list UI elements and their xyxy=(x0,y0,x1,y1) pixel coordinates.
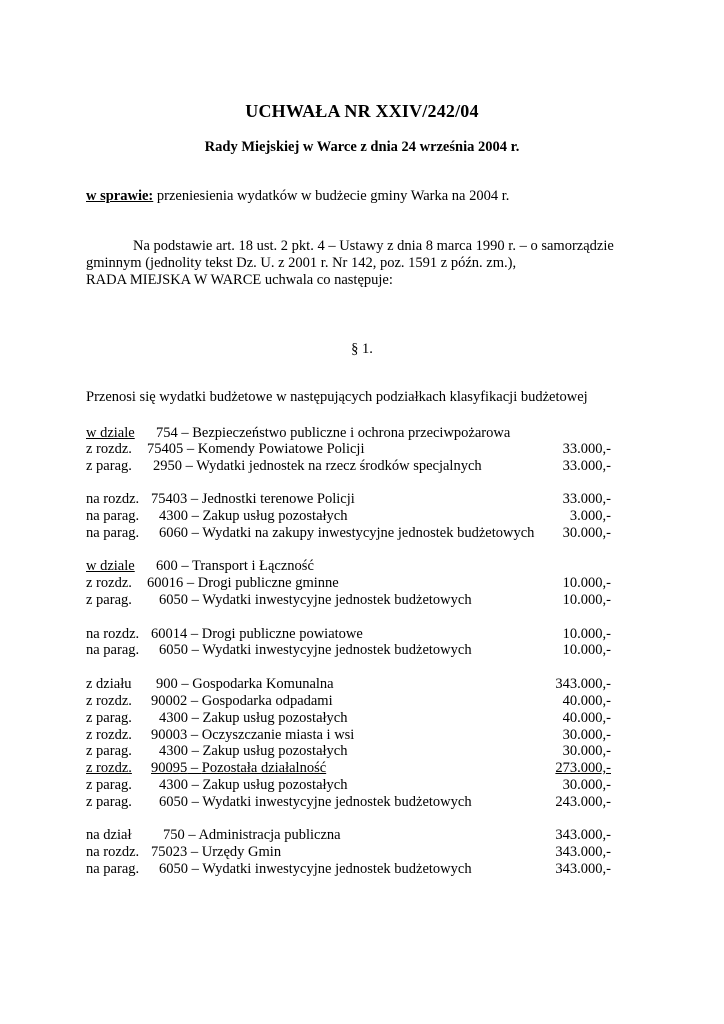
row-code-desc: 60016 – Drogi publiczne gminne xyxy=(147,575,339,591)
row-amount: 343.000,- xyxy=(555,844,611,860)
row-amount: 30.000,- xyxy=(562,777,611,793)
row-prefix: na parag. xyxy=(86,642,140,658)
row-amount: 30.000,- xyxy=(562,743,611,759)
budget-row xyxy=(86,458,611,475)
budget-row xyxy=(86,626,611,643)
budget-row xyxy=(86,727,611,744)
row-amount: 33.000,- xyxy=(562,441,611,457)
legal-basis-line-3: RADA MIEJSKA W WARCE uchwala co następuje: xyxy=(86,272,393,288)
row-code-desc: 750 – Administracja publiczna xyxy=(163,827,341,843)
section-mark: § 1. xyxy=(351,341,373,357)
budget-row xyxy=(86,508,611,525)
row-code-desc: 60014 – Drogi publiczne powiatowe xyxy=(151,626,363,642)
row-prefix: z parag. xyxy=(86,743,132,759)
row-code-desc: 75403 – Jednostki terenowe Policji xyxy=(151,491,355,507)
subject-label: w sprawie: xyxy=(86,188,154,204)
subject-text: przeniesienia wydatków w budżecie gminy Warka na 2004 r. xyxy=(153,188,510,204)
row-amount: 33.000,- xyxy=(562,458,611,474)
row-code-desc: 6050 – Wydatki inwestycyjne jednostek budżetowych xyxy=(159,861,472,877)
row-code-desc: 6060 – Wydatki na zakupy inwestycyjne jednostek budżetowych xyxy=(159,525,535,541)
row-prefix: w dziale xyxy=(86,558,135,574)
resolution-title: UCHWAŁA NR XXIV/242/04 xyxy=(245,101,479,121)
row-prefix: w dziale xyxy=(86,425,135,441)
row-prefix: z rozdz. xyxy=(86,441,132,457)
row-code-desc: 6050 – Wydatki inwestycyjne jednostek budżetowych xyxy=(159,592,472,608)
row-code-desc: 4300 – Zakup usług pozostałych xyxy=(159,508,348,524)
row-prefix: z rozdz. xyxy=(86,727,132,743)
row-amount: 33.000,- xyxy=(562,491,611,507)
row-amount: 10.000,- xyxy=(562,575,611,591)
row-code-desc: 6050 – Wydatki inwestycyjne jednostek budżetowych xyxy=(159,794,472,810)
row-code-desc: 75405 – Komendy Powiatowe Policji xyxy=(147,441,365,457)
budget-row xyxy=(86,827,611,844)
budget-row xyxy=(86,575,611,592)
row-prefix: z parag. xyxy=(86,458,132,474)
row-code-desc: 4300 – Zakup usług pozostałych xyxy=(159,777,348,793)
row-code-desc: 4300 – Zakup usług pozostałych xyxy=(159,710,348,726)
row-prefix: na dział xyxy=(86,827,132,843)
budget-row xyxy=(86,693,611,710)
row-amount: 10.000,- xyxy=(562,592,611,608)
row-code-desc: 90095 – Pozostała działalność xyxy=(151,760,327,776)
row-code-desc: 600 – Transport i Łączność xyxy=(156,558,314,574)
resolution-subtitle: Rady Miejskiej w Warce z dnia 24 września 2004 r. xyxy=(204,139,520,155)
row-amount: 343.000,- xyxy=(555,861,611,877)
budget-row xyxy=(86,760,611,777)
row-prefix: na parag. xyxy=(86,508,140,524)
row-amount: 40.000,- xyxy=(562,710,611,726)
budget-row xyxy=(86,710,611,727)
row-amount: 343.000,- xyxy=(555,676,611,692)
row-code-desc: 754 – Bezpieczeństwo publiczne i ochrona przeciwpożarowa xyxy=(156,425,511,441)
row-code-desc: 4300 – Zakup usług pozostałych xyxy=(159,743,348,759)
row-amount: 10.000,- xyxy=(562,642,611,658)
row-prefix: na parag. xyxy=(86,525,140,541)
budget-row xyxy=(86,441,611,458)
budget-row xyxy=(86,525,611,542)
row-code-desc: 90003 – Oczyszczanie miasta i wsi xyxy=(151,727,355,743)
row-prefix: z rozdz. xyxy=(86,575,132,591)
budget-row xyxy=(86,491,611,508)
budget-row xyxy=(86,777,611,794)
row-prefix: z rozdz. xyxy=(86,760,132,776)
row-amount: 30.000,- xyxy=(562,525,611,541)
row-prefix: z rozdz. xyxy=(86,693,132,709)
row-code-desc: 90002 – Gospodarka odpadami xyxy=(151,693,333,709)
row-amount: 343.000,- xyxy=(555,827,611,843)
budget-row xyxy=(86,425,519,442)
budget-row xyxy=(86,743,611,760)
budget-row xyxy=(86,794,611,811)
budget-row xyxy=(86,558,336,575)
row-prefix: z parag. xyxy=(86,710,132,726)
row-code-desc: 900 – Gospodarka Komunalna xyxy=(156,676,334,692)
budget-row xyxy=(86,592,611,609)
row-code-desc: 75023 – Urzędy Gmin xyxy=(151,844,282,860)
row-prefix: na rozdz. xyxy=(86,844,140,860)
row-amount: 10.000,- xyxy=(562,626,611,642)
row-amount: 40.000,- xyxy=(562,693,611,709)
row-code-desc: 6050 – Wydatki inwestycyjne jednostek budżetowych xyxy=(159,642,472,658)
row-prefix: na rozdz. xyxy=(86,626,140,642)
row-amount: 243.000,- xyxy=(555,794,611,810)
budget-row xyxy=(86,676,611,693)
row-amount: 3.000,- xyxy=(569,508,611,524)
row-prefix: z parag. xyxy=(86,592,132,608)
row-prefix: z parag. xyxy=(86,777,132,793)
row-code-desc: 2950 – Wydatki jednostek na rzecz środków specjalnych xyxy=(153,458,482,474)
row-prefix: z parag. xyxy=(86,794,132,810)
row-prefix: na rozdz. xyxy=(86,491,140,507)
budget-row xyxy=(86,861,611,878)
legal-basis-line-2: gminnym (jednolity tekst Dz. U. z 2001 r. Nr 142, poz. 1591 z późn. zm.), xyxy=(86,255,517,271)
budget-row xyxy=(86,844,611,861)
row-amount: 273.000,- xyxy=(555,760,611,776)
transfer-intro: Przenosi się wydatki budżetowe w następujących podziałkach klasyfikacji budżetowej xyxy=(86,389,588,405)
legal-basis-line-1: Na podstawie art. 18 ust. 2 pkt. 4 – Ustawy z dnia 8 marca 1990 r. – o samorządzie xyxy=(133,238,614,254)
budget-row xyxy=(86,642,611,659)
row-prefix: z działu xyxy=(86,676,132,692)
row-prefix: na parag. xyxy=(86,861,140,877)
row-amount: 30.000,- xyxy=(562,727,611,743)
